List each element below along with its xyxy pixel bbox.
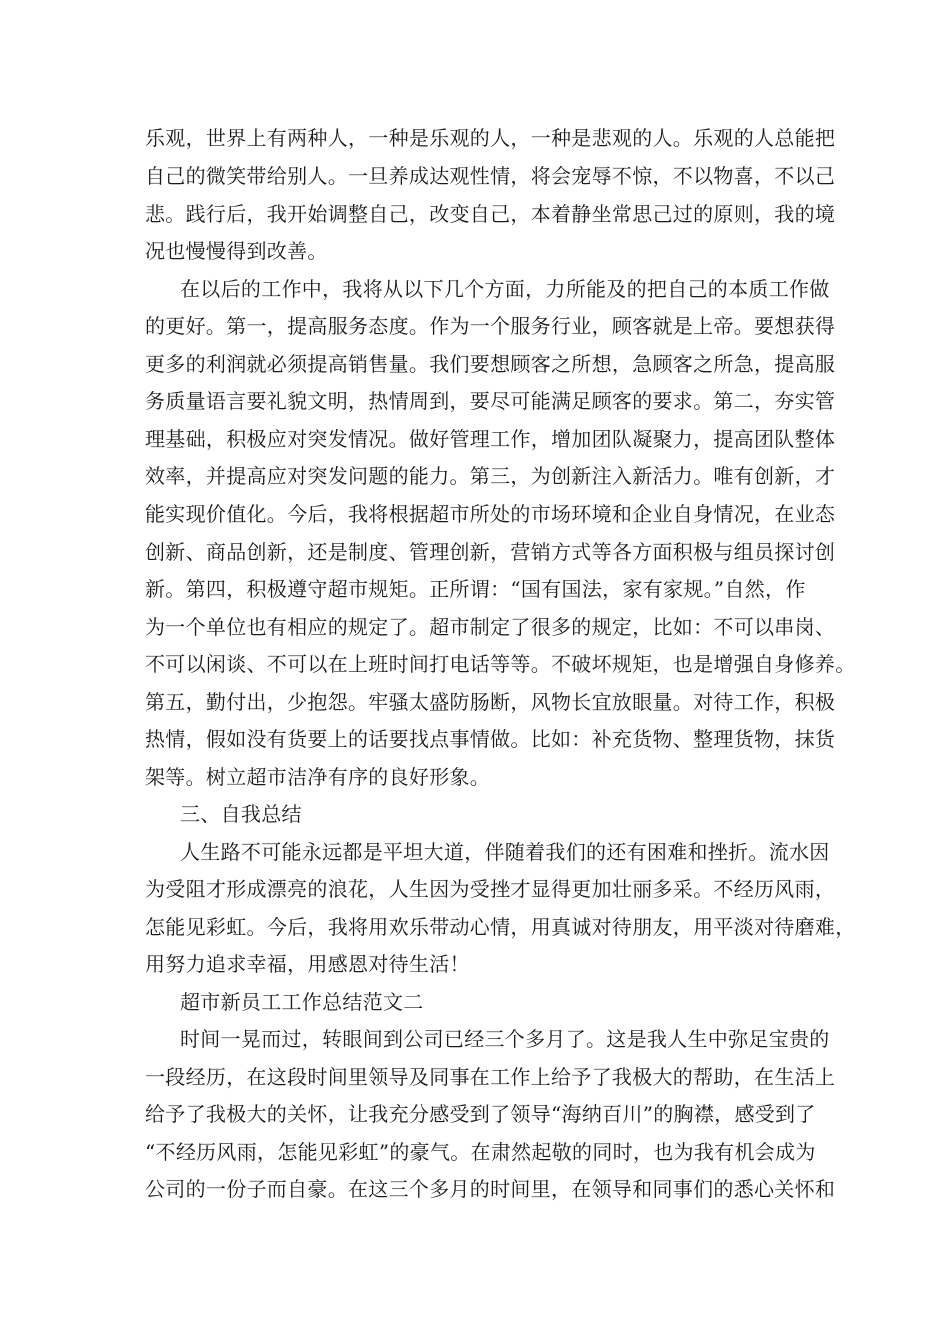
text-line: 不可以闲谈、不可以在上班时间打电话等等。不破坏规矩，也是增强自身修养。	[145, 652, 856, 676]
text-line: 能实现价值化。今后，我将根据超市所处的市场环境和企业自身情况，在业态	[145, 502, 836, 526]
text-line: 务质量语言要礼貌文明，热情周到，要尽可能满足顾客的要求。第二，夯实管	[145, 389, 836, 413]
text-line: 架等。树立超市洁净有序的良好形象。	[145, 765, 491, 789]
text-line: 自己的微笑带给别人。一旦养成达观性情，将会宠辱不惊，不以物喜，不以己	[145, 164, 836, 188]
text-line: 怎能见彩虹。今后，我将用欢乐带动心情，用真诚对待朋友，用平淡对待磨难，	[145, 915, 856, 939]
text-line: 时间一晃而过，转眼间到公司已经三个多月了。这是我人生中弥足宝贵的	[180, 1027, 830, 1051]
text-line: 更多的利润就必须提高销售量。我们要想顾客之所想，急顾客之所急，提高服	[145, 352, 836, 376]
text-line: 悲。践行后，我开始调整自己，改变自己，本着静坐常思己过的原则，我的境	[145, 202, 836, 226]
text-line: 一段经历，在这段时间里领导及同事在工作上给予了我极大的帮助，在生活上	[145, 1065, 836, 1089]
text-line: 人生路不可能永远都是平坦大道，伴随着我们的还有困难和挫折。流水因	[180, 840, 830, 864]
section-heading: 三、自我总结	[180, 802, 302, 826]
text-line: 公司的一份子而自豪。在这三个多月的时间里，在领导和同事们的悉心关怀和	[145, 1177, 836, 1201]
text-line: 的更好。第一，提高服务态度。作为一个服务行业，顾客就是上帝。要想获得	[145, 314, 836, 338]
section-heading: 超市新员工工作总结范文二	[180, 990, 424, 1014]
text-line: 第五，勤付出，少抱怨。牢骚太盛防肠断，风物长宜放眼量。对待工作，积极	[145, 690, 836, 714]
text-line: 在以后的工作中，我将从以下几个方面，力所能及的把自己的本质工作做	[180, 277, 830, 301]
text-line: 为受阻才形成漂亮的浪花，人生因为受挫才显得更加壮丽多采。不经历风雨，	[145, 877, 836, 901]
text-line: 新。第四，积极遵守超市规矩。正所谓：“国有国法，家有家规。”自然，作	[145, 577, 806, 601]
text-line: 用努力追求幸福，用感恩对待生活！	[145, 952, 470, 976]
text-line: 给予了我极大的关怀，让我充分感受到了领导“海纳百川”的胸襟，感受到了	[145, 1102, 816, 1126]
text-line: “不经历风雨，怎能见彩虹”的豪气。在肃然起敬的同时，也为我有机会成为	[145, 1140, 816, 1164]
text-line: 效率，并提高应对突发问题的能力。第三，为创新注入新活力。唯有创新，才	[145, 464, 836, 488]
text-line: 理基础，积极应对突发情况。做好管理工作，增加团队凝聚力，提高团队整体	[145, 427, 836, 451]
text-line: 创新、商品创新，还是制度、管理创新，营销方式等各方面积极与组员探讨创	[145, 540, 836, 564]
text-line: 为一个单位也有相应的规定了。超市制定了很多的规定，比如：不可以串岗、	[145, 615, 836, 639]
text-line: 况也慢慢得到改善。	[145, 239, 328, 263]
text-line: 乐观，世界上有两种人，一种是乐观的人，一种是悲观的人。乐观的人总能把	[145, 126, 836, 150]
text-line: 热情，假如没有货要上的话要找点事情做。比如：补充货物、整理货物，抹货	[145, 727, 836, 751]
